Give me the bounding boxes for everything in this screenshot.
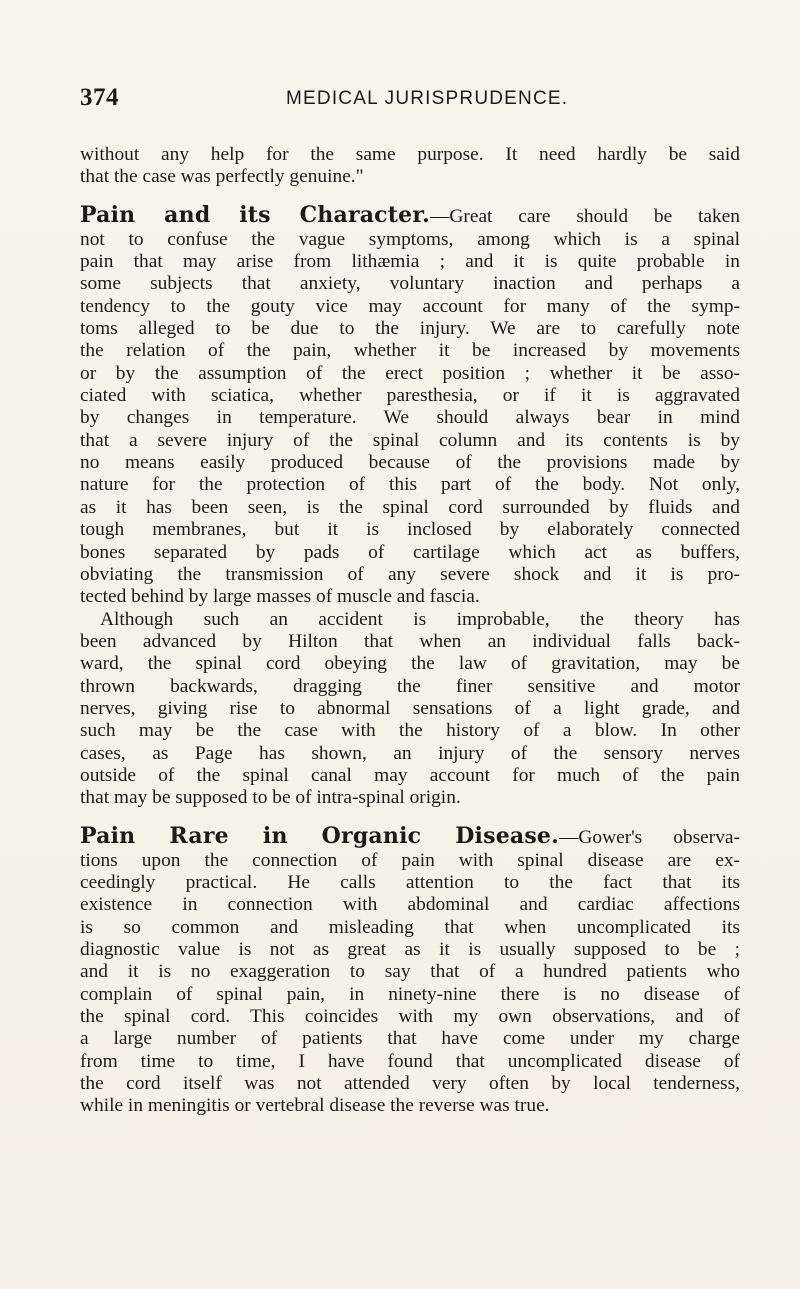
text-line: ciated with sciatica, whether paresthesia, or if it is aggravated xyxy=(80,385,740,407)
text-line: from time to time, I have found that uncomplicated disease of xyxy=(80,1050,740,1072)
text-line: tected behind by large masses of muscle and fascia. xyxy=(80,586,480,608)
text-line: the relation of the pain, whether it be increased by movements xyxy=(80,340,740,362)
section-heading-pain-rare: Pain Rare in Organic Disease. xyxy=(80,822,559,849)
section-heading-line-pain-rare xyxy=(80,822,740,850)
text-line: ward, the spinal cord obeying the law of gravitation, may be xyxy=(80,653,740,675)
text-line: not to confuse the vague symptoms, among which is a spinal xyxy=(80,228,740,250)
text-line: outside of the spinal canal may account for much of the pain xyxy=(80,764,740,786)
running-title: MEDICAL JURISPRUDENCE. xyxy=(286,88,569,109)
page-number: 374 xyxy=(80,84,119,111)
text-line: been advanced by Hilton that when an individual falls back- xyxy=(80,630,740,652)
text-line: is so common and misleading that when uncomplicated its xyxy=(80,916,740,938)
section-heading-pain-character: Pain and its Character. xyxy=(80,201,430,228)
text-line: existence in connection with abdominal and cardiac affections xyxy=(80,894,740,916)
text-line: no means easily produced because of the provisions made by xyxy=(80,452,740,474)
text-line: thrown backwards, dragging the finer sensitive and motor xyxy=(80,675,740,697)
text-line: the spinal cord. This coincides with my own observations, and of xyxy=(80,1006,740,1028)
text-line: bones separated by pads of cartilage which act as buffers, xyxy=(80,541,740,563)
text-line: nerves, giving rise to abnormal sensations of a light grade, and xyxy=(80,697,740,719)
section-gap-1 xyxy=(80,189,740,201)
text-line: some subjects that anxiety, voluntary inaction and perhaps a xyxy=(80,273,740,295)
intro-line-1: without any help for the same purpose. It need hardly be said xyxy=(80,144,740,165)
text-line: by changes in temperature. We should always bear in mind xyxy=(80,407,740,429)
section-gap-2 xyxy=(80,810,740,822)
text-line: or by the assumption of the erect position ; whether it be asso- xyxy=(80,362,740,384)
text-line: such may be the case with the history of a blow. In other xyxy=(80,720,740,742)
text-line: a large number of patients that have come under my charge xyxy=(80,1028,740,1050)
text-line: that a severe injury of the spinal column and its contents is by xyxy=(80,429,740,451)
page-body xyxy=(80,144,740,1118)
text-line: as it has been seen, is the spinal cord surrounded by fluids and xyxy=(80,496,740,518)
text-line: and it is no exaggeration to say that of a hundred patients who xyxy=(80,961,740,983)
text-line: tendency to the gouty vice may account for many of the symp- xyxy=(80,295,740,317)
text-line: diagnostic value is not as great as it is usually supposed to be ; xyxy=(80,939,740,960)
text-line: while in meningitis or vertebral disease the reverse was true. xyxy=(80,1095,550,1117)
section-lead-pain-character: —Great care should be taken xyxy=(429,205,740,227)
text-line: toms alleged to be due to the injury. We are to carefully note xyxy=(80,318,740,340)
text-line: tions upon the connection of pain with spinal disease are ex- xyxy=(80,849,740,871)
text-line: ceedingly practical. He calls attention to the fact that its xyxy=(80,871,740,893)
text-line: Although such an accident is improbable, the theory has xyxy=(100,608,740,630)
text-line: that may be supposed to be of intra-spinal origin. xyxy=(80,787,461,809)
section-heading-line-pain-character xyxy=(80,201,740,229)
intro-line-2: that the case was perfectly genuine." xyxy=(80,166,364,188)
text-line: complain of spinal pain, in ninety-nine there is no disease of xyxy=(80,983,740,1005)
text-line: the cord itself was not attended very often by local tenderness, xyxy=(80,1073,740,1095)
text-line: tough membranes, but it is inclosed by elaborately connected xyxy=(80,519,740,541)
running-head xyxy=(80,84,740,120)
text-line: pain that may arise from lithæmia ; and it is quite probable in xyxy=(80,251,740,273)
section-lead-pain-rare: —Gower's observa- xyxy=(559,826,740,848)
text-line: cases, as Page has shown, an injury of the sensory nerves xyxy=(80,742,740,764)
text-line: nature for the protection of this part of the body. Not only, xyxy=(80,474,740,496)
text-line: obviating the transmission of any severe shock and it is pro- xyxy=(80,563,740,585)
